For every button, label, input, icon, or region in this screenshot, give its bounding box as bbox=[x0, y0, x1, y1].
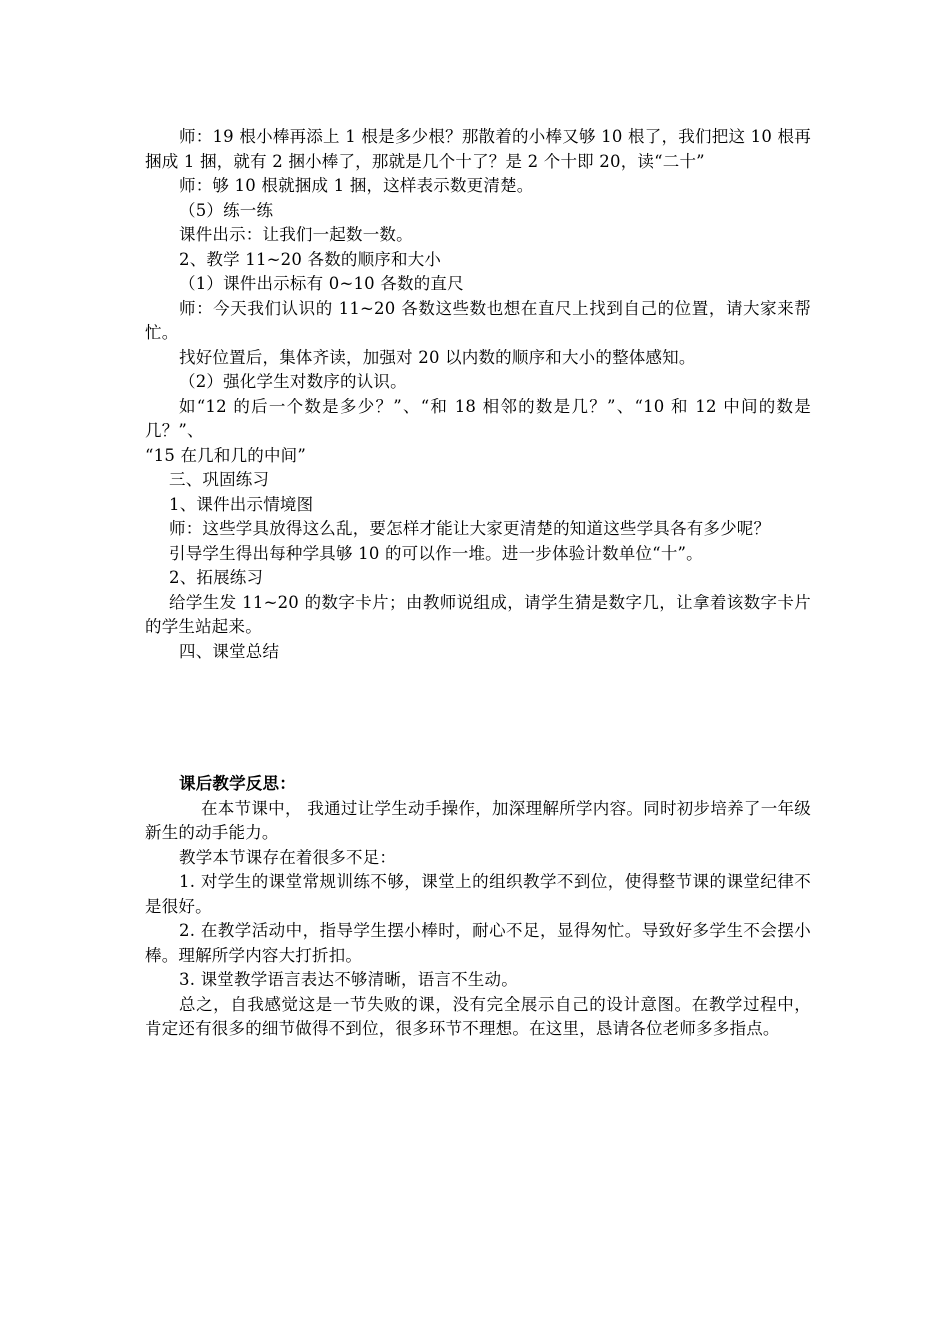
paragraph-guide-ten: 引导学生得出每种学具够 10 的可以作一堆。进一步体验计数单位“十”。 bbox=[169, 543, 703, 563]
paragraph-practice-heading: （5）练一练 bbox=[179, 200, 274, 220]
reflection-paragraph-6: 总之，自我感觉这是一节失败的课，没有完全展示自己的设计意图。在教学过程中，肯定还有很多的细节做得不到位，很多环节不理想。在这里，恳请各位老师多多指点。 bbox=[145, 994, 811, 1038]
reflection-paragraph-1: 在本节课中， 我通过让学生动手操作，加深理解所学内容。同时初步培养了一年级新生的动手能力。 bbox=[145, 798, 811, 842]
reflection-paragraph-5: 3. 课堂教学语言表达不够清晰，语言不生动。 bbox=[179, 970, 518, 989]
paragraph-order-reinforce: （2）强化学生对数序的认识。 bbox=[179, 372, 407, 391]
paragraph-extension-heading: 2、拓展练习 bbox=[169, 568, 264, 587]
paragraph-courseware-count: 课件出示：让我们一起数一数。 bbox=[179, 225, 413, 244]
paragraph-ruler: （1）课件出示标有 0~10 各数的直尺 bbox=[179, 274, 464, 293]
reflection-paragraph-2: 教学本节课存在着很多不足： bbox=[179, 847, 397, 867]
paragraph-question-15: “15 在几和几的中间” bbox=[145, 445, 307, 465]
paragraph-read-together: 找好位置后，集体齐读，加强对 20 以内数的顺序和大小的整体感知。 bbox=[179, 347, 696, 367]
reflection-paragraph-4: 2. 在教学活动中，指导学生摆小棒时，耐心不足，显得匆忙。导致好多学生不会摆小棒。理解所学内容大打折扣。 bbox=[145, 921, 811, 965]
paragraph-questions: 如“12 的后一个数是多少？”、“和 18 相邻的数是几？”、“10 和 12 中间的数是几？”、 bbox=[145, 396, 811, 440]
paragraph-teacher-bundle: 师：19 根小棒再添上 1 根是多少根？那散着的小棒又够 10 根了，我们把这 10 根再捆成 1 捆，就有 2 捆小棒了，那就是几个十了？是 2 个十即 20，读“二十” bbox=[145, 127, 811, 171]
paragraph-teacher-tools: 师：这些学具放得这么乱，要怎样才能让大家更清楚的知道这些学具各有多少呢？ bbox=[169, 519, 771, 538]
paragraph-teacher-ruler: 师：今天我们认识的 11~20 各数这些数也想在直尺上找到自己的位置，请大家来帮忙。 bbox=[145, 298, 811, 342]
paragraph-number-cards: 给学生发 11~20 的数字卡片；由教师说组成，请学生猜是数字几，让拿着该数字卡片的学生站起来。 bbox=[145, 592, 811, 636]
reflection-body bbox=[145, 772, 811, 1042]
paragraph-order-heading: 2、教学 11~20 各数的顺序和大小 bbox=[179, 249, 442, 269]
lesson-body bbox=[145, 125, 811, 664]
paragraph-scene-image: 1、课件出示情境图 bbox=[169, 494, 314, 514]
reflection-paragraph-3: 1. 对学生的课堂常规训练不够，课堂上的组织教学不到位，使得整节课的课堂纪律不是很好。 bbox=[145, 872, 811, 916]
paragraph-consolidation-heading: 三、巩固练习 bbox=[169, 470, 270, 489]
paragraph-summary-heading: 四、课堂总结 bbox=[179, 641, 280, 661]
reflection-heading: 课后教学反思： bbox=[179, 774, 296, 793]
paragraph-teacher-clear: 师：够 10 根就捆成 1 捆，这样表示数更清楚。 bbox=[179, 176, 534, 195]
